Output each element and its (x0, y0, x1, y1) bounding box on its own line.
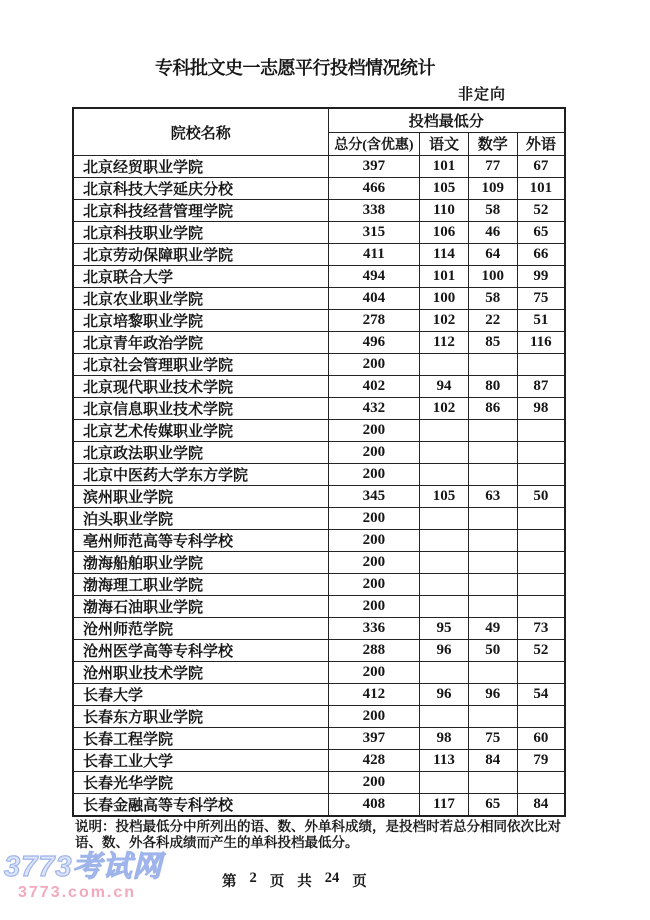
foreign-score-cell: 67 (517, 156, 565, 178)
school-name-cell: 北京科技经营管理学院 (73, 200, 328, 222)
school-name-cell: 长春光华学院 (73, 772, 328, 794)
table-header (73, 108, 565, 156)
chinese-score-cell: 102 (420, 398, 469, 420)
foreign-score-cell: 51 (517, 310, 565, 332)
total-score-cell: 200 (328, 530, 419, 552)
total-score-cell: 397 (328, 156, 419, 178)
school-name-cell: 北京现代职业技术学院 (73, 376, 328, 398)
table-row (73, 684, 565, 706)
foreign-score-cell: 75 (517, 288, 565, 310)
chinese-score-cell: 101 (420, 156, 469, 178)
math-score-cell (468, 508, 517, 530)
total-score-cell: 496 (328, 332, 419, 354)
total-score-cell: 278 (328, 310, 419, 332)
foreign-score-cell: 52 (517, 640, 565, 662)
chinese-score-cell (420, 706, 469, 728)
school-name-cell: 北京经贸职业学院 (73, 156, 328, 178)
total-score-cell: 200 (328, 354, 419, 376)
chinese-score-cell (420, 442, 469, 464)
math-score-cell (468, 662, 517, 684)
total-score-cell: 397 (328, 728, 419, 750)
math-score-cell (468, 530, 517, 552)
chinese-score-cell (420, 530, 469, 552)
chinese-score-cell (420, 508, 469, 530)
math-score-cell (468, 420, 517, 442)
orientation-label: 非定向 (458, 87, 507, 103)
chinese-score-cell: 101 (420, 266, 469, 288)
chinese-score-cell (420, 354, 469, 376)
chinese-score-cell: 94 (420, 376, 469, 398)
school-name-cell: 北京政法职业学院 (73, 442, 328, 464)
math-score-cell (468, 706, 517, 728)
foreign-score-cell (517, 530, 565, 552)
total-score-cell: 494 (328, 266, 419, 288)
table-row (73, 222, 565, 244)
table-body (73, 156, 565, 817)
footnote-line-1: 说明：投档最低分中所列出的语、数、外单科成绩，是投档时若总分相同依次比对 (75, 819, 561, 834)
math-score-cell (468, 464, 517, 486)
math-score-cell (468, 552, 517, 574)
chinese-score-cell (420, 662, 469, 684)
chinese-score-cell: 117 (420, 794, 469, 817)
school-name-cell: 长春大学 (73, 684, 328, 706)
foreign-score-cell (517, 772, 565, 794)
chinese-score-cell (420, 596, 469, 618)
table-row (73, 772, 565, 794)
school-name-cell: 沧州职业技术学院 (73, 662, 328, 684)
table-row (73, 310, 565, 332)
table-row (73, 266, 565, 288)
foreign-score-cell: 101 (517, 178, 565, 200)
footnote (75, 819, 580, 850)
school-name-cell: 泊头职业学院 (73, 508, 328, 530)
table-row (73, 574, 565, 596)
total-score-cell: 200 (328, 420, 419, 442)
total-score-cell: 200 (328, 706, 419, 728)
math-score-cell (468, 354, 517, 376)
math-score-cell (468, 574, 517, 596)
table-row (73, 244, 565, 266)
table-row (73, 794, 565, 817)
table-row (73, 618, 565, 640)
math-score-cell: 84 (468, 750, 517, 772)
school-name-cell: 长春工业大学 (73, 750, 328, 772)
total-score-cell: 408 (328, 794, 419, 817)
footnote-line-2: 语、数、外各科成绩而产生的单科投档最低分。 (75, 834, 359, 850)
foreign-score-cell (517, 596, 565, 618)
chinese-score-cell: 96 (420, 684, 469, 706)
page-title: 专科批文史一志愿平行投档情况统计 (155, 58, 435, 78)
foreign-score-cell (517, 574, 565, 596)
total-score-cell: 200 (328, 464, 419, 486)
table-row (73, 288, 565, 310)
chinese-score-cell: 105 (420, 486, 469, 508)
school-name-cell: 长春东方职业学院 (73, 706, 328, 728)
total-score-cell: 200 (328, 552, 419, 574)
chinese-score-cell: 95 (420, 618, 469, 640)
page-number-part: 第 (222, 874, 237, 890)
foreign-score-cell: 66 (517, 244, 565, 266)
math-score-cell: 50 (468, 640, 517, 662)
table-row (73, 750, 565, 772)
total-score-cell: 411 (328, 244, 419, 266)
total-score-cell: 345 (328, 486, 419, 508)
table-row (73, 398, 565, 420)
math-score-cell: 77 (468, 156, 517, 178)
foreign-score-cell: 60 (517, 728, 565, 750)
school-name-cell: 渤海船舶职业学院 (73, 552, 328, 574)
foreign-score-cell (517, 662, 565, 684)
math-score-cell: 22 (468, 310, 517, 332)
watermark (4, 853, 163, 901)
math-score-cell: 85 (468, 332, 517, 354)
school-name-cell: 北京培黎职业学院 (73, 310, 328, 332)
school-name-cell: 北京科技大学延庆分校 (73, 178, 328, 200)
table-row (73, 640, 565, 662)
total-score-cell: 412 (328, 684, 419, 706)
school-name-cell: 北京青年政治学院 (73, 332, 328, 354)
math-score-cell: 46 (468, 222, 517, 244)
school-name-cell: 长春金融高等专科学校 (73, 794, 328, 817)
chinese-score-cell: 102 (420, 310, 469, 332)
math-score-cell: 75 (468, 728, 517, 750)
table-row (73, 508, 565, 530)
total-score-cell: 200 (328, 596, 419, 618)
foreign-score-cell (517, 420, 565, 442)
school-name-cell: 沧州师范学院 (73, 618, 328, 640)
total-score-cell: 404 (328, 288, 419, 310)
math-score-cell: 100 (468, 266, 517, 288)
math-score-cell: 58 (468, 288, 517, 310)
table-row (73, 552, 565, 574)
table-row (73, 596, 565, 618)
page-number-part: 页 (352, 874, 367, 890)
chinese-score-cell: 110 (420, 200, 469, 222)
math-score-cell: 96 (468, 684, 517, 706)
total-score-cell: 200 (328, 574, 419, 596)
min-score-group-header: 投档最低分 (328, 108, 565, 132)
foreign-score-cell: 50 (517, 486, 565, 508)
school-name-cell: 亳州师范高等专科学校 (73, 530, 328, 552)
table-row (73, 662, 565, 684)
school-name-cell: 滨州职业学院 (73, 486, 328, 508)
total-score-cell: 200 (328, 508, 419, 530)
math-score-cell (468, 596, 517, 618)
foreign-score-cell: 84 (517, 794, 565, 817)
foreign-score-cell: 54 (517, 684, 565, 706)
foreign-score-cell (517, 508, 565, 530)
total-score-cell: 432 (328, 398, 419, 420)
chinese-score-cell: 114 (420, 244, 469, 266)
total-score-cell: 402 (328, 376, 419, 398)
chinese-score-cell: 106 (420, 222, 469, 244)
watermark-site-name: 3773考试网 (4, 851, 163, 883)
table-row (73, 332, 565, 354)
total-score-cell: 466 (328, 178, 419, 200)
school-name-cell: 北京劳动保障职业学院 (73, 244, 328, 266)
school-name-cell: 渤海理工职业学院 (73, 574, 328, 596)
total-score-cell: 200 (328, 772, 419, 794)
table-row (73, 376, 565, 398)
chinese-score-cell: 98 (420, 728, 469, 750)
chinese-score-cell: 96 (420, 640, 469, 662)
table-row (73, 354, 565, 376)
foreign-score-cell: 116 (517, 332, 565, 354)
total-score-cell: 200 (328, 442, 419, 464)
table-row (73, 728, 565, 750)
chinese-score-cell: 112 (420, 332, 469, 354)
table-row (73, 200, 565, 222)
page-number-current: 2 (249, 870, 257, 886)
foreign-score-cell: 65 (517, 222, 565, 244)
total-score-header: 总分(含优惠) (328, 132, 419, 156)
math-score-cell (468, 442, 517, 464)
chinese-score-cell: 105 (420, 178, 469, 200)
math-score-header: 数学 (468, 132, 517, 156)
score-table (72, 107, 566, 817)
foreign-score-cell: 73 (517, 618, 565, 640)
math-score-cell: 109 (468, 178, 517, 200)
foreign-score-cell: 79 (517, 750, 565, 772)
table-row (73, 420, 565, 442)
math-score-cell: 63 (468, 486, 517, 508)
foreign-score-cell (517, 552, 565, 574)
foreign-score-cell: 98 (517, 398, 565, 420)
total-score-cell: 338 (328, 200, 419, 222)
chinese-score-cell (420, 772, 469, 794)
foreign-score-cell (517, 442, 565, 464)
table-row (73, 156, 565, 178)
school-name-cell: 北京艺术传媒职业学院 (73, 420, 328, 442)
table-row (73, 530, 565, 552)
school-name-cell: 北京社会管理职业学院 (73, 354, 328, 376)
foreign-score-cell: 52 (517, 200, 565, 222)
math-score-cell: 49 (468, 618, 517, 640)
math-score-cell: 64 (468, 244, 517, 266)
foreign-score-cell (517, 354, 565, 376)
math-score-cell: 86 (468, 398, 517, 420)
school-name-cell: 北京联合大学 (73, 266, 328, 288)
math-score-cell: 80 (468, 376, 517, 398)
math-score-cell: 65 (468, 794, 517, 817)
table-row (73, 442, 565, 464)
total-score-cell: 315 (328, 222, 419, 244)
school-name-cell: 北京中医药大学东方学院 (73, 464, 328, 486)
foreign-score-cell: 87 (517, 376, 565, 398)
chinese-score-cell (420, 552, 469, 574)
total-score-cell: 428 (328, 750, 419, 772)
table-row (73, 486, 565, 508)
watermark-site-url: 3773.com.cn (18, 884, 137, 901)
foreign-score-header: 外语 (517, 132, 565, 156)
math-score-cell (468, 772, 517, 794)
table-row (73, 706, 565, 728)
chinese-score-cell (420, 420, 469, 442)
school-name-cell: 北京农业职业学院 (73, 288, 328, 310)
foreign-score-cell (517, 706, 565, 728)
chinese-score-cell (420, 464, 469, 486)
school-name-cell: 沧州医学高等专科学校 (73, 640, 328, 662)
foreign-score-cell (517, 464, 565, 486)
table-row (73, 178, 565, 200)
school-name-cell: 北京信息职业技术学院 (73, 398, 328, 420)
table-row (73, 464, 565, 486)
total-score-cell: 288 (328, 640, 419, 662)
total-score-cell: 200 (328, 662, 419, 684)
chinese-score-header: 语文 (420, 132, 469, 156)
math-score-cell: 58 (468, 200, 517, 222)
chinese-score-cell: 113 (420, 750, 469, 772)
school-name-cell: 长春工程学院 (73, 728, 328, 750)
chinese-score-cell (420, 574, 469, 596)
total-score-cell: 336 (328, 618, 419, 640)
school-name-cell: 渤海石油职业学院 (73, 596, 328, 618)
school-name-cell: 北京科技职业学院 (73, 222, 328, 244)
page-number (222, 870, 367, 891)
school-name-header: 院校名称 (73, 108, 328, 156)
chinese-score-cell: 100 (420, 288, 469, 310)
page-number-part: 页 (269, 874, 285, 890)
page-number-part: 共 (297, 874, 312, 890)
foreign-score-cell: 99 (517, 266, 565, 288)
page-number-total: 24 (324, 870, 340, 886)
